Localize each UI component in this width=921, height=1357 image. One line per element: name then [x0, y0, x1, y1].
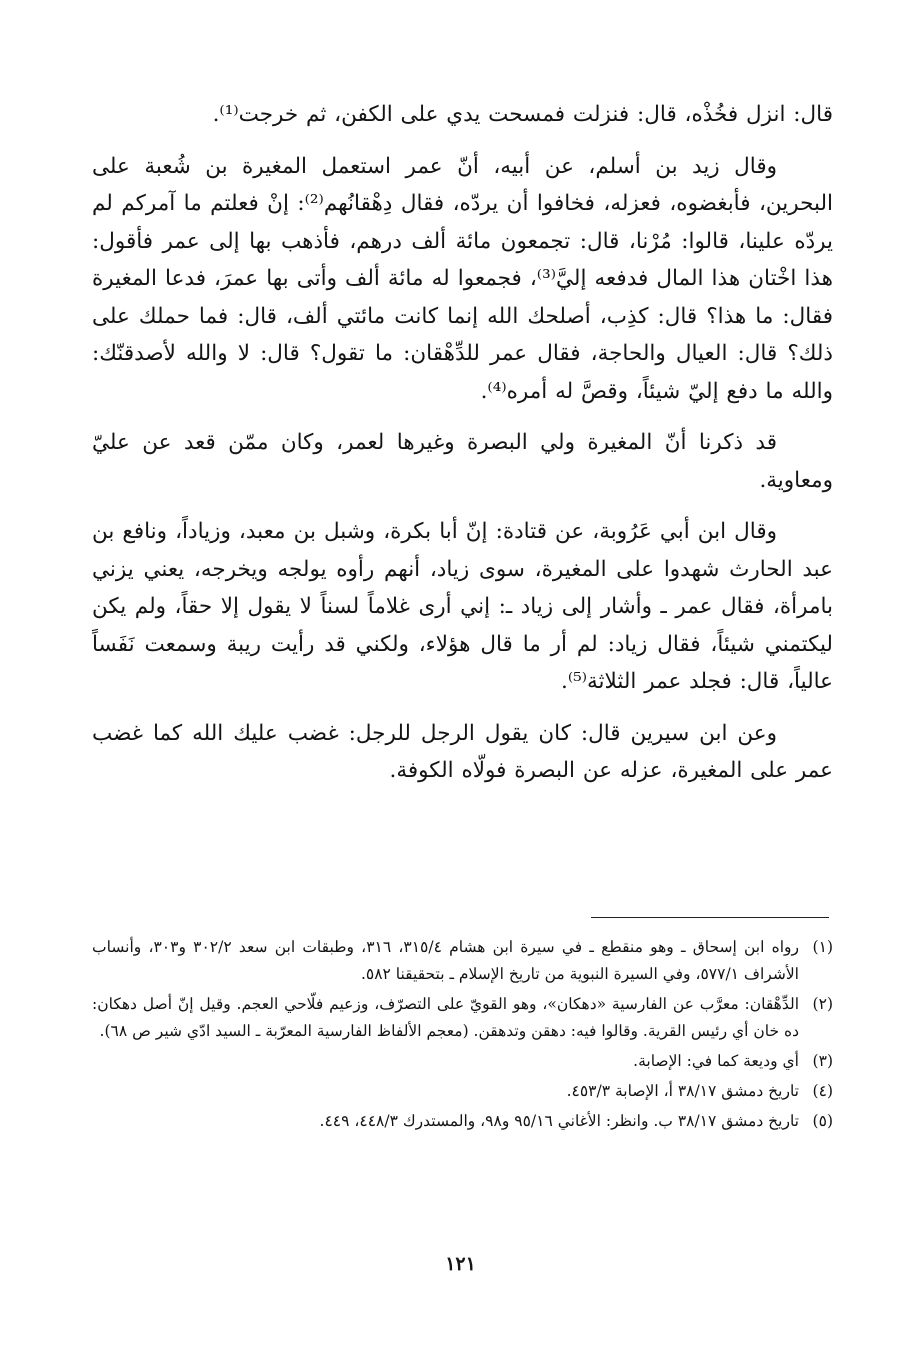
footnote-number: (٢)	[812, 995, 833, 1013]
paragraph-3: قد ذكرنا أنّ المغيرة ولي البصرة وغيرها لعمر، وكان ممّن قعد عن عليّ ومعاوية.	[92, 430, 833, 493]
paragraph-1: قال: انزل فخُذْه، قال: فنزلت فمسحت يدي على الكفن، ثم خرجت⁽¹⁾.	[212, 102, 833, 127]
footnote-text: الدِّهْقان: معرَّب عن الفارسية «دهكان»، وهو القويّ على التصرّف، وزعيم فلّاحي العجم. وقيل إنّ أصل دهكان: ده خان أي رئيس القرية. وقالوا فيه: دهقن وتدهقن. (معجم الألفاظ الفارسية المعرّبة ـ السيد ادّي شير ص ٦٨).	[92, 995, 799, 1040]
footnote-number: (٤)	[812, 1082, 833, 1100]
footnote-text: تاريخ دمشق ٣٨/١٧ ب. وانظر: الأغاني ٩٥/١٦ و٩٨، والمستدرك ٤٤٨/٣، ٤٤٩.	[319, 1112, 799, 1130]
page-number: ١٢١	[445, 1253, 476, 1275]
paragraph-5: وعن ابن سيرين قال: كان يقول الرجل للرجل: غضب عليك الله كما غضب عمر على المغيرة، عزله عن البصرة فولّاه الكوفة.	[92, 720, 833, 783]
footnote-3	[92, 1048, 833, 1075]
footnote-text: تاريخ دمشق ٣٨/١٧ أ، الإصابة ٤٥٣/٣.	[566, 1082, 799, 1100]
footnote-2	[92, 991, 833, 1045]
footnote-number: (٣)	[812, 1052, 833, 1070]
footnote-divider	[591, 917, 829, 918]
footnote-5	[92, 1108, 833, 1135]
footnote-4	[92, 1078, 833, 1105]
footnote-1	[92, 934, 833, 988]
paragraph-2: وقال زيد بن أسلم، عن أبيه، أنّ عمر استعمل المغيرة بن شُعبة على البحرين، فأبغضوه، فعزله، فخافوا أن يردّه، فقال دِهْقانُهم⁽²⁾: إنْ فعلتم ما آمركم لم يردّه علينا، قالوا: مُرْنا، قال: تجمعون مائة ألف درهم، فأذهب بها إلى عمر فأقول: هذا اخْتان هذا المال فدفعه إليَّ⁽³⁾، فجمعوا له مائة ألف وأتى بها عمرَ، فدعا المغيرة فقال: ما هذا؟ قال: كذِب، أصلحك الله إنما كانت مائتي ألف، قال: فما حملك على ذلك؟ قال: العيال والحاجة، فقال عمر للدِّهْقان: ما تقول؟ قال: لا والله لأصدقنّك: والله ما دفع إليّ شيئاً، وقصَّ له أمره⁽⁴⁾.	[92, 153, 834, 404]
footnote-text: أي وديعة كما في: الإصابة.	[633, 1052, 799, 1070]
footnote-number: (٥)	[812, 1112, 833, 1130]
footnote-text: رواه ابن إسحاق ـ وهو منقطع ـ في سيرة ابن هشام ٣١٥/٤، ٣١٦، وطبقات ابن سعد ٣٠٢/٢ و٣٠٣، وأنساب الأشراف ٥٧٧/١، وفي السيرة النبوية من تاريخ الإسلام ـ بتحقيقنا ٥٨٢.	[92, 938, 799, 983]
paragraph-4: وقال ابن أبي عَرُوبة، عن قتادة: إنّ أبا بكرة، وشبل بن معبد، وزياداً، ونافع بن عبد الحارث شهدوا على المغيرة، سوى زياد، أنهم رأوه يولجه ويخرجه، يعني يزني بامرأة، فقال عمر ـ وأشار إلى زياد ـ: إني أرى غلاماً لسناً لا يقول إلا حقاً، ولم يكن ليكتمني شيئاً، فقال زياد: لم أر ما قال هؤلاء، ولكني قد رأيت ريبة وسمعت نَفَساً عالياً، قال: فجلد عمر الثلاثة⁽⁵⁾.	[92, 519, 833, 694]
footnote-number: (١)	[812, 938, 833, 956]
footnotes	[92, 934, 833, 1138]
main-text	[92, 96, 833, 804]
